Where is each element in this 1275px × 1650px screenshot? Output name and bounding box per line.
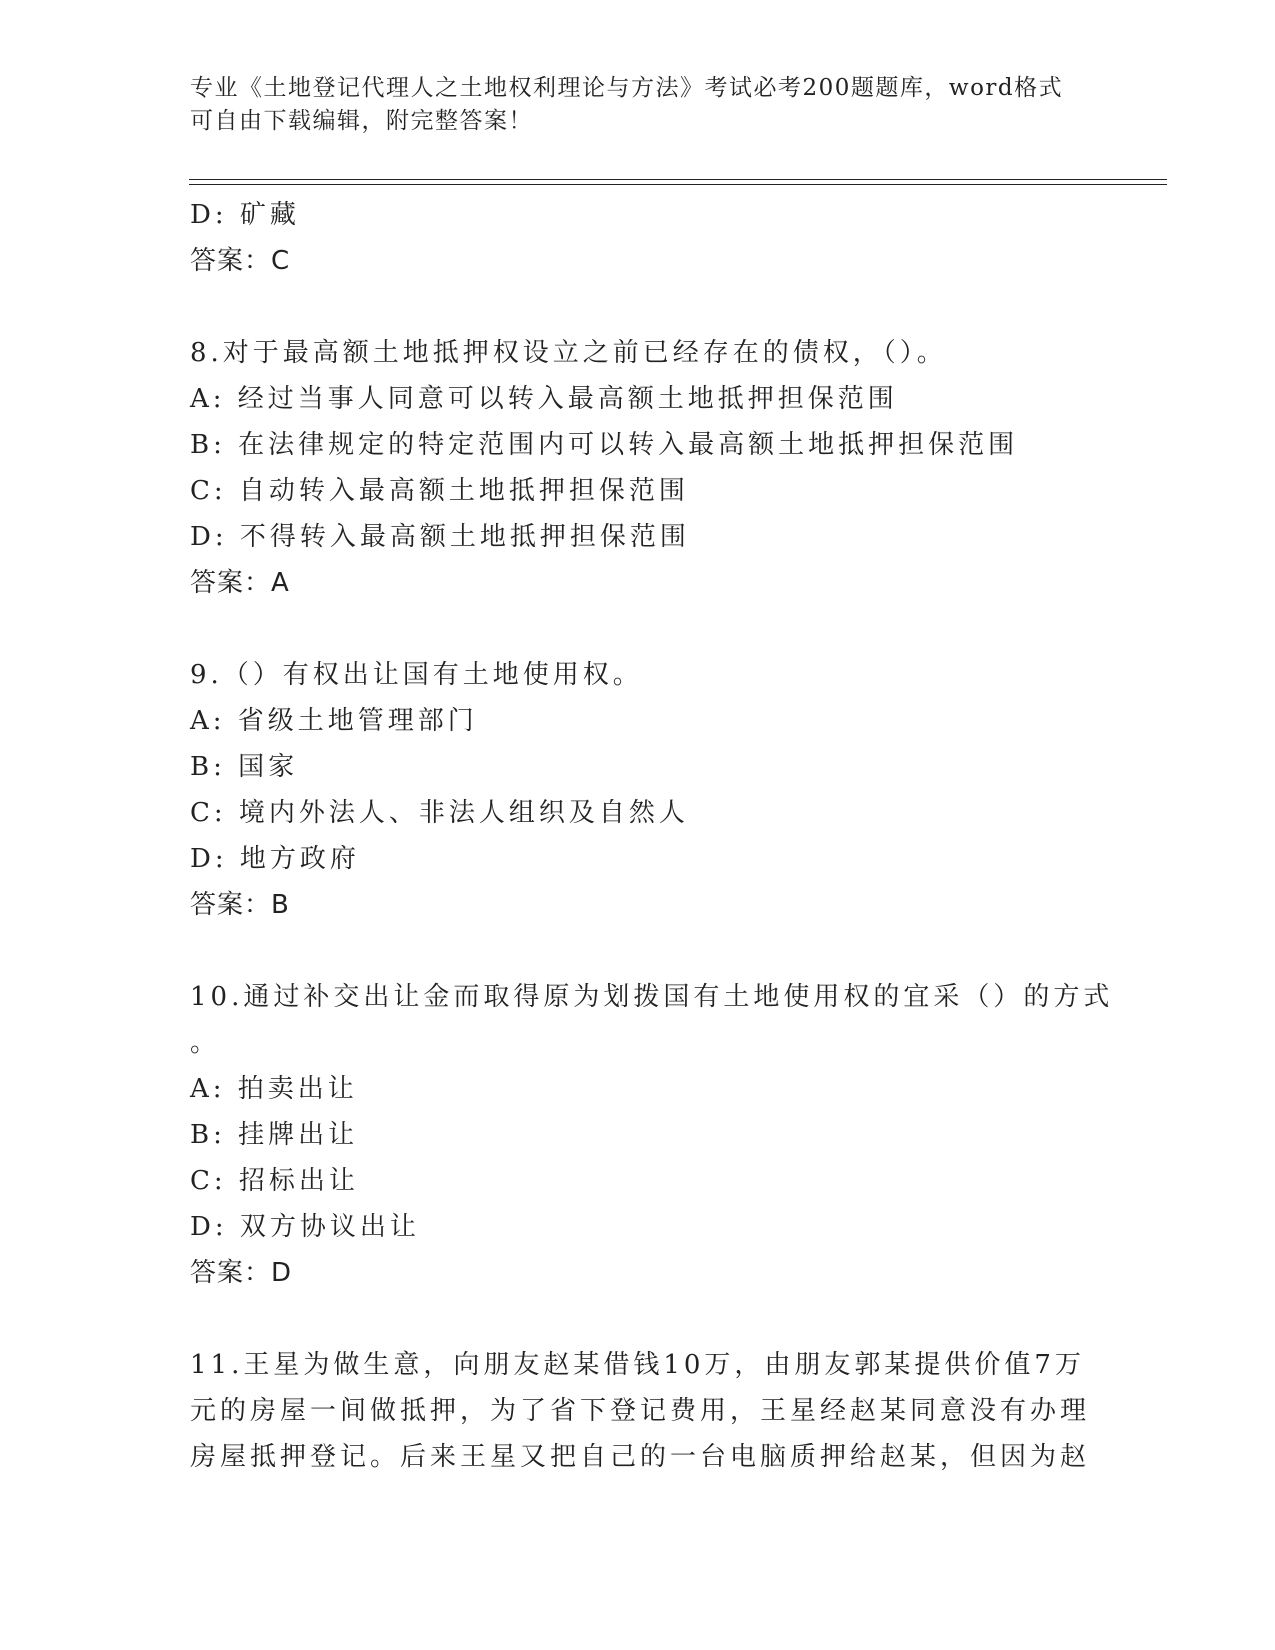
document-header bbox=[190, 72, 1070, 138]
header-title-line-2: 可自由下载编辑，附完整答案！ bbox=[190, 108, 533, 134]
answer-line: 答案：A bbox=[190, 568, 290, 598]
question-stem-line-2: 元的房屋一间做抵押，为了省下登记费用，王星经赵某同意没有办理 bbox=[190, 1396, 1091, 1426]
answer-line: 答案：D bbox=[190, 1258, 293, 1288]
option-d: D: 地方政府 bbox=[190, 844, 360, 874]
question-8 bbox=[190, 330, 1090, 606]
option-a: A: 省级土地管理部门 bbox=[190, 706, 478, 736]
option-c: C: 自动转入最高额土地抵押担保范围 bbox=[190, 476, 689, 506]
header-divider-top bbox=[189, 179, 1167, 180]
option-b: B: 在法律规定的特定范围内可以转入最高额土地抵押担保范围 bbox=[190, 430, 1019, 460]
option-d: D: 矿藏 bbox=[190, 200, 300, 230]
spacer bbox=[190, 1296, 1090, 1342]
option-c: C: 招标出让 bbox=[190, 1166, 359, 1196]
spacer bbox=[190, 928, 1090, 974]
question-stem: 8.对于最高额土地抵押权设立之前已经存在的债权，（）。 bbox=[190, 338, 947, 368]
option-a: A: 拍卖出让 bbox=[190, 1074, 358, 1104]
answer-line: 答案：C bbox=[190, 246, 291, 276]
question-10 bbox=[190, 974, 1114, 1296]
question-11 bbox=[190, 1342, 1090, 1480]
option-d: D: 不得转入最高额土地抵押担保范围 bbox=[190, 522, 690, 552]
document-body bbox=[190, 192, 1114, 1480]
option-a: A: 经过当事人同意可以转入最高额土地抵押担保范围 bbox=[190, 384, 898, 414]
question-9 bbox=[190, 652, 1090, 928]
option-c: C: 境内外法人、非法人组织及自然人 bbox=[190, 798, 689, 828]
header-divider-bottom bbox=[189, 184, 1167, 185]
option-b: B: 国家 bbox=[190, 752, 299, 782]
question-stem-line-1: 10.通过补交出让金而取得原为划拨国有土地使用权的宜采（）的方式 bbox=[190, 982, 1114, 1012]
option-b: B: 挂牌出让 bbox=[190, 1120, 359, 1150]
question-stem-line-2: 。 bbox=[190, 1028, 221, 1058]
question-stem-line-1: 11.王星为做生意，向朋友赵某借钱10万，由朋友郭某提供价值7万 bbox=[190, 1350, 1085, 1380]
question-stem: 9.（）有权出让国有土地使用权。 bbox=[190, 660, 643, 690]
previous-question-tail bbox=[190, 192, 1090, 284]
question-stem-line-3: 房屋抵押登记。后来王星又把自己的一台电脑质押给赵某，但因为赵 bbox=[190, 1442, 1091, 1472]
spacer bbox=[190, 284, 1090, 330]
spacer bbox=[190, 606, 1090, 652]
answer-line: 答案：B bbox=[190, 890, 290, 920]
header-title-line-1: 专业《土地登记代理人之土地权利理论与方法》考试必考200题题库，word格式 bbox=[190, 75, 1064, 101]
option-d: D: 双方协议出让 bbox=[190, 1212, 420, 1242]
